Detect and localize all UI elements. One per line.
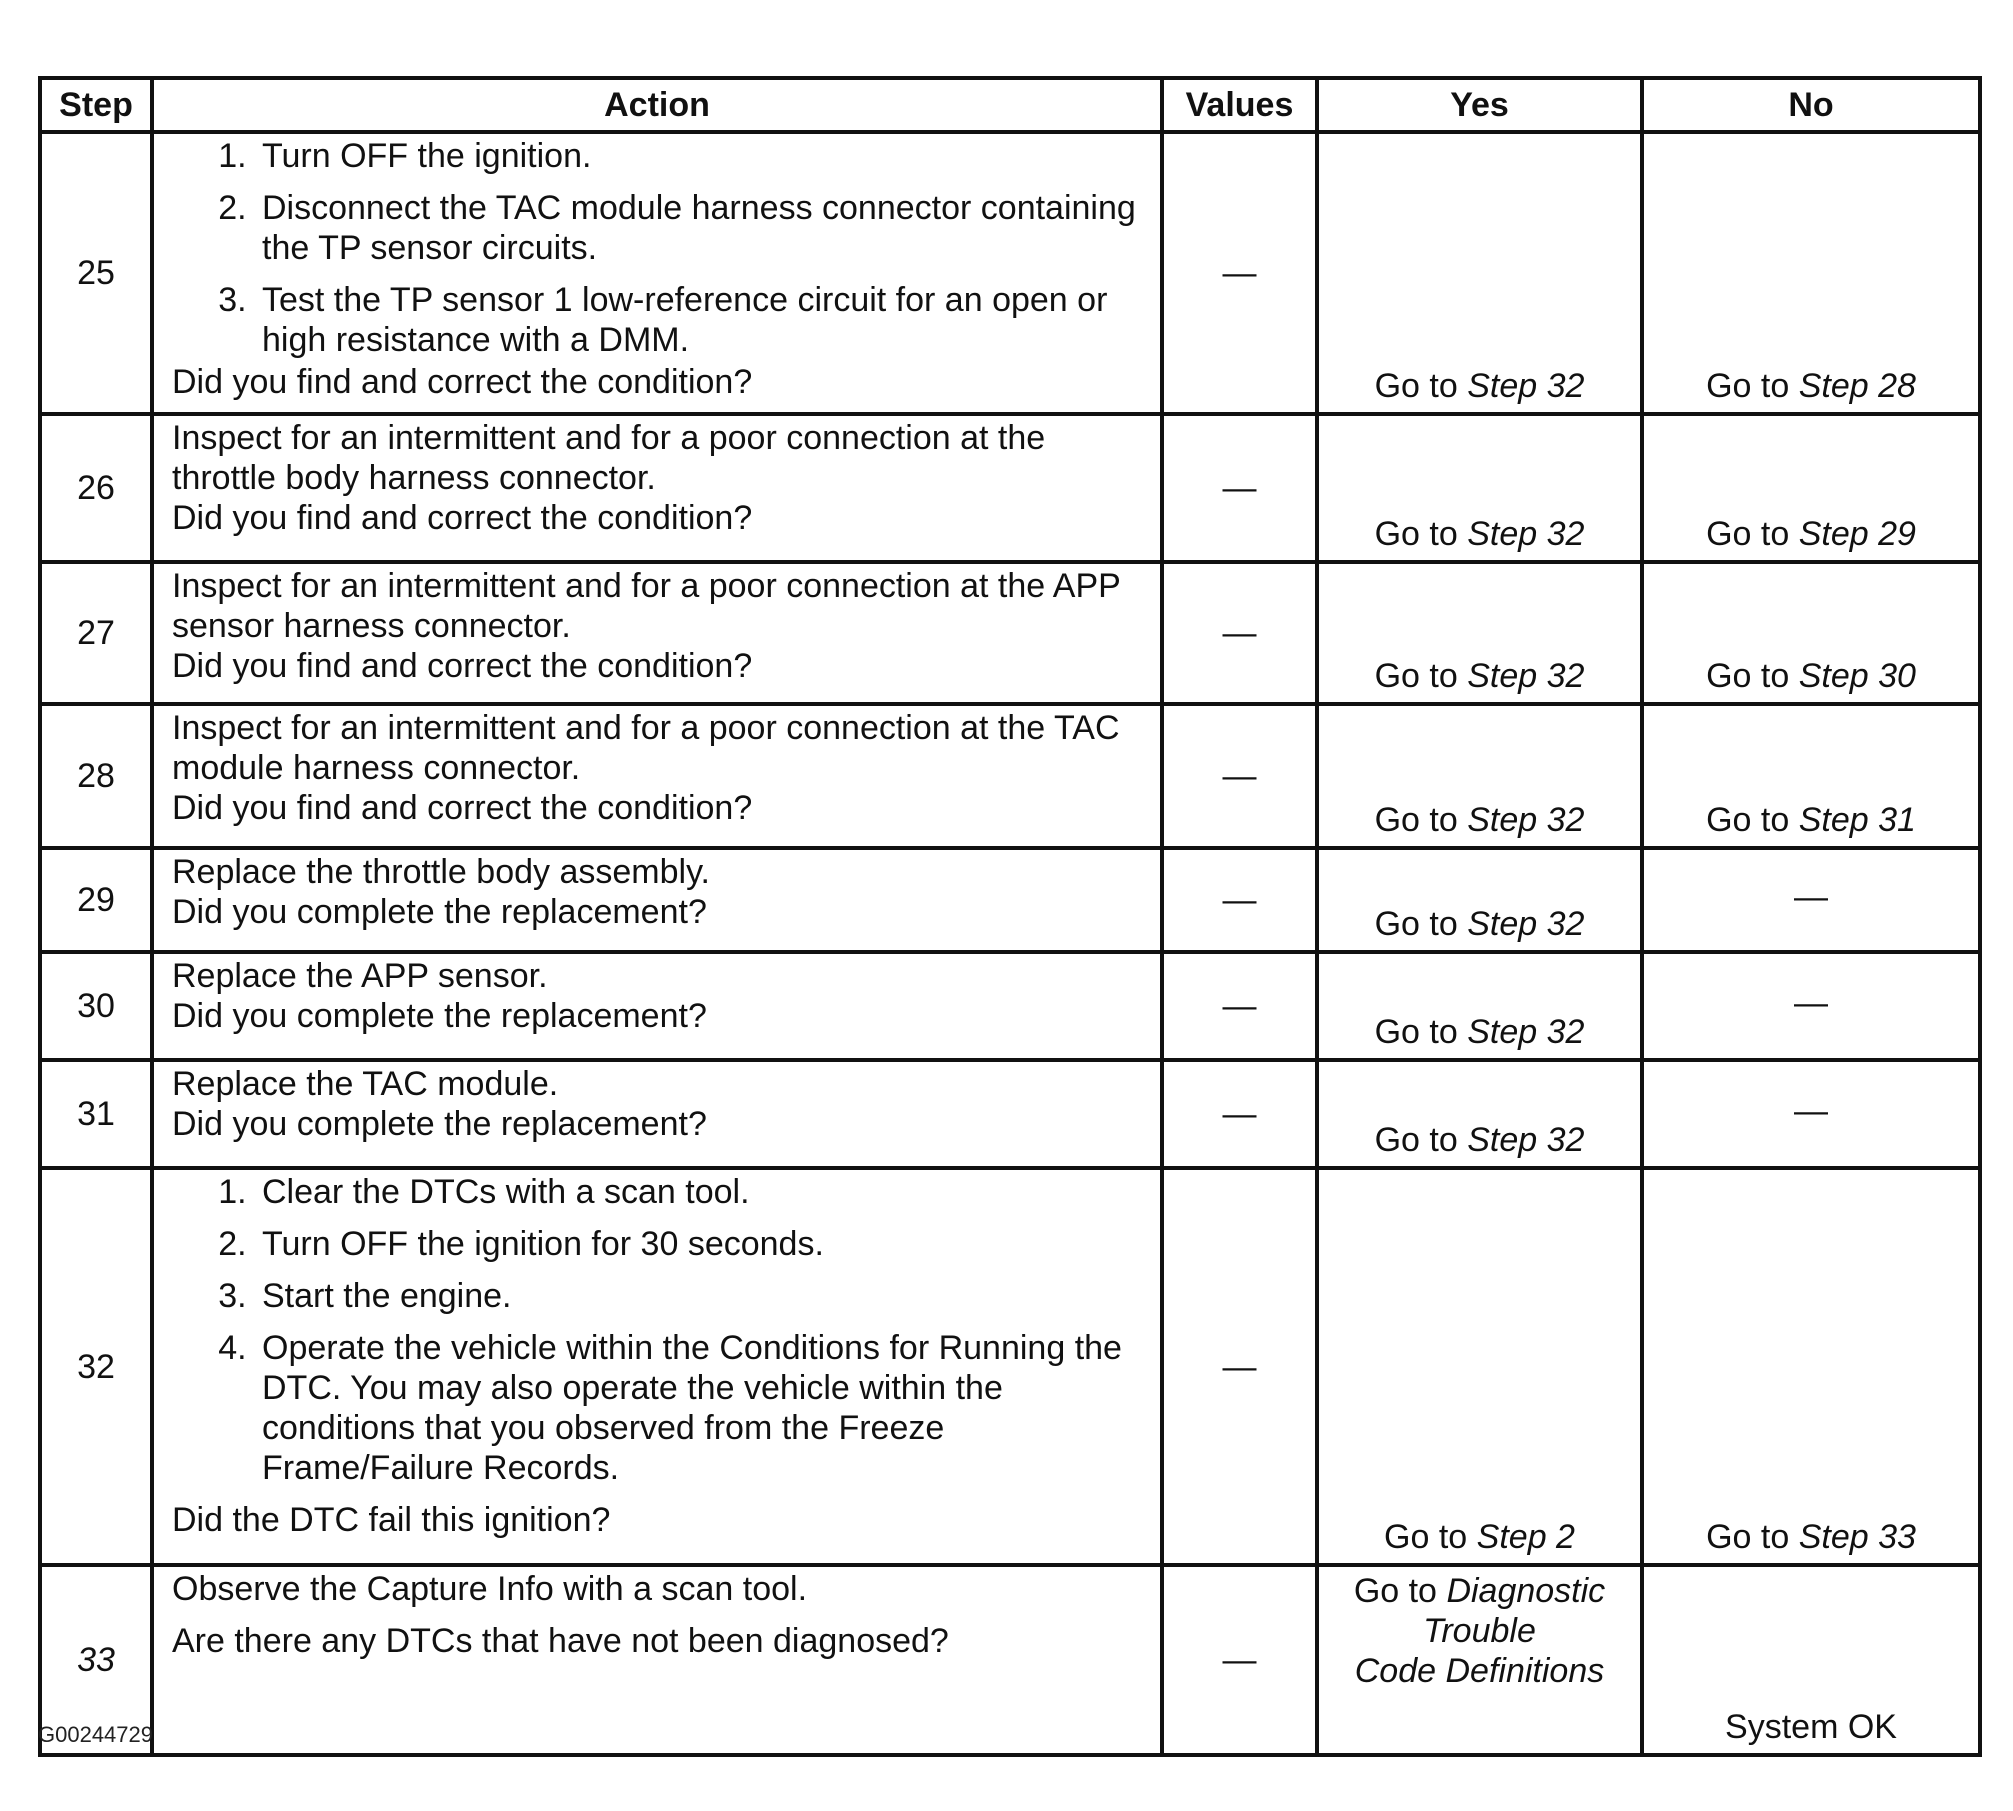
- no-cell: [1642, 1168, 1980, 1565]
- action-text: Inspect for an intermittent and for a poor connection at the TAC module harness connector.: [172, 709, 1120, 787]
- goto-step-link[interactable]: Step 30: [1798, 657, 1916, 695]
- action-text: Replace the throttle body assembly.: [172, 853, 710, 891]
- action-step: 2. Disconnect the TAC module harness connector containing the TP sensor circuits.: [256, 188, 1142, 268]
- values-cell: —: [1162, 848, 1317, 952]
- goto-prefix: Go to: [1374, 657, 1458, 695]
- goto-prefix: Go to: [1706, 1518, 1790, 1556]
- values-cell: —: [1162, 132, 1317, 414]
- no-cell: [1642, 562, 1980, 704]
- header-no: No: [1642, 78, 1980, 132]
- action-question: Are there any DTCs that have not been diagnosed?: [172, 1622, 949, 1660]
- goto-prefix: Go to: [1374, 801, 1458, 839]
- header-row: [40, 78, 1980, 132]
- action-step: 3. Test the TP sensor 1 low-reference circuit for an open or high resistance with a DMM.: [256, 280, 1142, 360]
- yes-cell: [1317, 132, 1642, 414]
- action-cell: [152, 562, 1162, 704]
- goto-step-link[interactable]: Step 32: [1467, 905, 1585, 943]
- action-text: Inspect for an intermittent and for a poor connection at the APP sensor harness connector.: [172, 567, 1121, 645]
- goto-prefix: Go to: [1706, 367, 1790, 405]
- goto-prefix: Go to: [1706, 515, 1790, 553]
- action-step: 2. Turn OFF the ignition for 30 seconds.: [256, 1224, 1142, 1264]
- no-cell: [1642, 132, 1980, 414]
- no-cell: [1642, 704, 1980, 848]
- action-question: Did you find and correct the condition?: [172, 363, 753, 401]
- action-cell: [152, 1565, 1162, 1755]
- step-number: 30: [40, 952, 152, 1060]
- values-cell: —: [1162, 562, 1317, 704]
- step-number: 29: [40, 848, 152, 952]
- no-cell: —: [1642, 848, 1980, 952]
- step-number: 25: [40, 132, 152, 414]
- goto-step-link[interactable]: Step 32: [1467, 515, 1585, 553]
- yes-cell: [1317, 952, 1642, 1060]
- step-number: 33: [40, 1565, 152, 1755]
- table-row: [40, 1565, 1980, 1755]
- values-cell: —: [1162, 1565, 1317, 1755]
- goto-prefix: Go to: [1353, 1572, 1437, 1610]
- action-question: Did you find and correct the condition?: [172, 789, 753, 827]
- action-question: Did you complete the replacement?: [172, 997, 707, 1035]
- action-text: Observe the Capture Info with a scan tool.: [172, 1570, 808, 1608]
- table-row: [40, 414, 1980, 562]
- yes-cell: [1317, 562, 1642, 704]
- action-cell: [152, 704, 1162, 848]
- yes-cell: [1317, 704, 1642, 848]
- action-text: Replace the TAC module.: [172, 1065, 559, 1103]
- no-cell: [1642, 414, 1980, 562]
- action-step: 1. Turn OFF the ignition.: [256, 136, 1142, 176]
- yes-cell: [1317, 414, 1642, 562]
- step-number: 32: [40, 1168, 152, 1565]
- action-step: 1. Clear the DTCs with a scan tool.: [256, 1172, 1142, 1212]
- action-step: 4. Operate the vehicle within the Conditions for Running the DTC. You may also operate the vehicle within the conditions that you observed from the Freeze Frame/Failure Records.: [256, 1328, 1142, 1488]
- yes-cell: [1317, 1168, 1642, 1565]
- goto-prefix: Go to: [1706, 801, 1790, 839]
- yes-cell: [1317, 848, 1642, 952]
- action-text: Replace the APP sensor.: [172, 957, 548, 995]
- values-cell: —: [1162, 952, 1317, 1060]
- goto-prefix: Go to: [1374, 905, 1458, 943]
- table-row: [40, 848, 1980, 952]
- goto-step-link[interactable]: Step 28: [1798, 367, 1916, 405]
- yes-cell: [1317, 1060, 1642, 1168]
- goto-prefix: Go to: [1374, 515, 1458, 553]
- values-cell: —: [1162, 414, 1317, 562]
- goto-prefix: Go to: [1384, 1518, 1468, 1556]
- action-cell: [152, 1060, 1162, 1168]
- goto-prefix: Go to: [1374, 1013, 1458, 1051]
- goto-step-link[interactable]: Step 31: [1798, 801, 1916, 839]
- goto-prefix: Go to: [1374, 1121, 1458, 1159]
- goto-step-link[interactable]: Step 2: [1476, 1518, 1575, 1556]
- action-question: Did you find and correct the condition?: [172, 499, 753, 537]
- table-row: [40, 704, 1980, 848]
- goto-step-link[interactable]: Step 32: [1467, 367, 1585, 405]
- table-row: [40, 562, 1980, 704]
- action-question: Did you complete the replacement?: [172, 1105, 707, 1143]
- diagnostic-table: [38, 76, 1982, 1757]
- goto-step-link[interactable]: Step 29: [1798, 515, 1916, 553]
- step-number: 31: [40, 1060, 152, 1168]
- values-cell: —: [1162, 1168, 1317, 1565]
- goto-dtc-definitions-link[interactable]: Code Definitions: [1354, 1652, 1605, 1690]
- table-row: [40, 132, 1980, 414]
- header-values: Values: [1162, 78, 1317, 132]
- header-action: Action: [152, 78, 1162, 132]
- table-row: [40, 952, 1980, 1060]
- step-number: 27: [40, 562, 152, 704]
- no-cell: —: [1642, 952, 1980, 1060]
- table-row: [40, 1168, 1980, 1565]
- action-cell: [152, 414, 1162, 562]
- no-cell: System OK: [1642, 1565, 1980, 1755]
- values-cell: —: [1162, 704, 1317, 848]
- step-number: 28: [40, 704, 152, 848]
- action-cell: [152, 1168, 1162, 1565]
- figure-id: G00244729: [38, 1722, 153, 1747]
- goto-step-link[interactable]: Step 33: [1798, 1518, 1916, 1556]
- header-step: Step: [40, 78, 152, 132]
- action-cell: [152, 132, 1162, 414]
- action-question: Did you complete the replacement?: [172, 893, 707, 931]
- goto-prefix: Go to: [1374, 367, 1458, 405]
- action-cell: [152, 952, 1162, 1060]
- action-question: Did you find and correct the condition?: [172, 647, 753, 685]
- goto-step-link[interactable]: Step 32: [1467, 1121, 1585, 1159]
- action-steps-list: [172, 1172, 1142, 1488]
- values-cell: —: [1162, 1060, 1317, 1168]
- goto-dtc-definitions-link[interactable]: Trouble: [1423, 1612, 1536, 1650]
- goto-dtc-definitions-link[interactable]: Diagnostic: [1446, 1572, 1606, 1610]
- header-yes: Yes: [1317, 78, 1642, 132]
- action-cell: [152, 848, 1162, 952]
- goto-prefix: Go to: [1706, 657, 1790, 695]
- goto-step-link[interactable]: Step 32: [1467, 1013, 1585, 1051]
- goto-step-link[interactable]: Step 32: [1467, 657, 1585, 695]
- goto-step-link[interactable]: Step 32: [1467, 801, 1585, 839]
- action-text: Inspect for an intermittent and for a poor connection at the throttle body harness connector.: [172, 419, 1046, 497]
- table-row: [40, 1060, 1980, 1168]
- action-step: 3. Start the engine.: [256, 1276, 1142, 1316]
- action-question: Did the DTC fail this ignition?: [172, 1501, 611, 1539]
- no-cell: —: [1642, 1060, 1980, 1168]
- step-number: 26: [40, 414, 152, 562]
- action-steps-list: [172, 136, 1142, 360]
- yes-cell: [1317, 1565, 1642, 1755]
